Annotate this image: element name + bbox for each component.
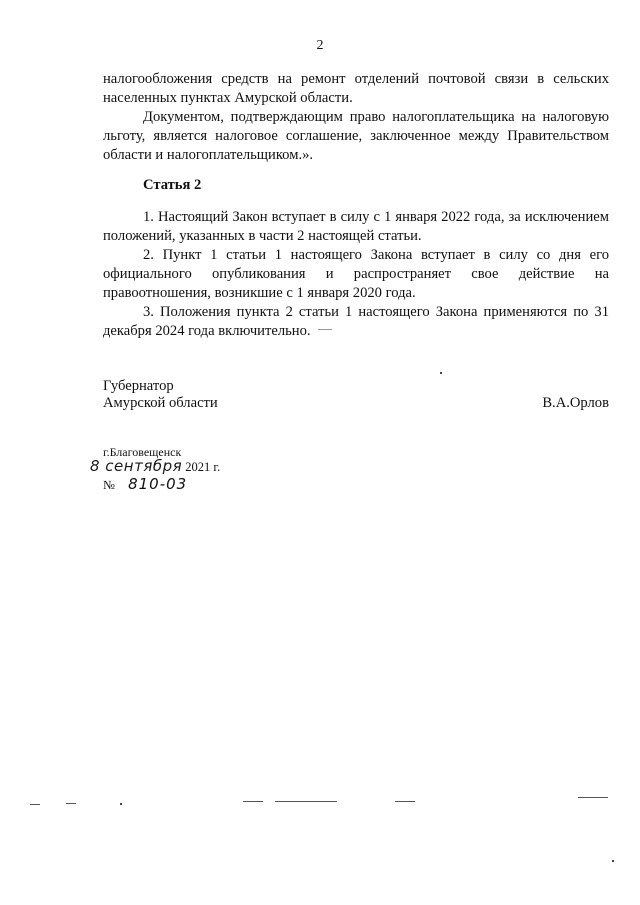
printed-year: 2021 г. [185,460,221,474]
handwritten-number: 810-03 [128,475,188,493]
scan-artifact [612,860,614,862]
signatory-title [103,378,218,412]
scan-artifact [318,329,332,330]
signatory-title-line2: Амурской области [103,395,218,411]
signatory-title-line1: Губернатор [103,378,174,394]
article-item-2: 2. Пункт 1 статьи 1 настоящего Закона вступает в силу со дня его официального опубликования и распространяет свое действие на правоотношения, возникшие с 1 января 2020 года. [103,247,609,301]
scan-artifact [275,801,337,802]
continued-text [103,70,609,165]
article-item-1: 1. Настоящий Закон вступает в силу с 1 января 2022 года, за исключением положений, указанных в части 2 настоящей статьи. [103,209,609,244]
signing-date [90,457,220,475]
article-2-body [103,208,609,341]
scan-artifact [578,797,608,798]
place-of-signing: г.Благовещенск [103,445,182,459]
scan-artifact [395,801,415,802]
paragraph-continuation: налогообложения средств на ремонт отделений почтовой связи в сельских населенных пунктах Амурской области. [103,71,609,106]
number-label: № [103,478,115,492]
law-number [103,475,187,493]
article-item-3: 3. Положения пункта 2 статьи 1 настоящего Закона применяются по 31 декабря 2024 года включительно. [103,304,609,339]
handwritten-date: 8 сентября [90,457,183,475]
scan-artifact [243,801,263,802]
scan-artifact [66,803,76,804]
scan-artifact [120,803,122,805]
paragraph-tax-agreement: Документом, подтверждающим право налогоплательщика на налоговую льготу, является налоговое соглашение, заключенное между Правительством области и налогоплательщиком.». [103,109,609,163]
scan-artifact [30,804,40,805]
signatory-name: В.А.Орлов [542,395,609,411]
article-heading: Статья 2 [143,177,202,193]
page-number: 2 [316,38,324,53]
scan-artifact [440,372,442,374]
